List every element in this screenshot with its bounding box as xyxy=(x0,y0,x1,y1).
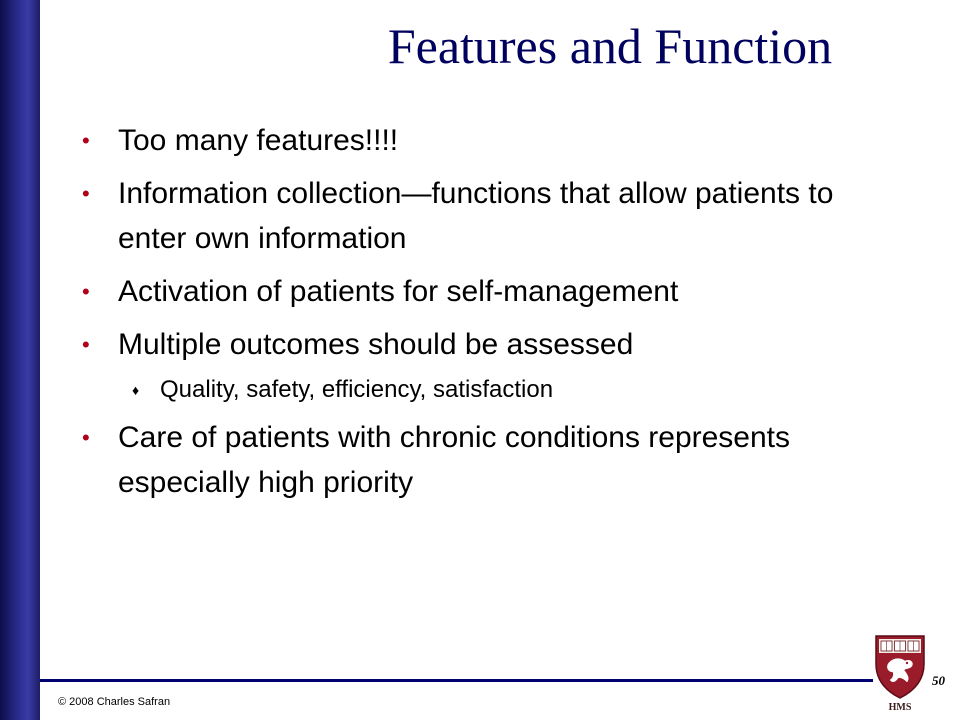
bullet-marker: • xyxy=(82,128,90,153)
page-number: 50 xyxy=(932,673,945,688)
sub-bullet-item xyxy=(82,373,882,407)
logo-label: HMS xyxy=(888,702,912,713)
bullet-item xyxy=(82,415,882,505)
sub-bullet-text: Quality, safety, efficiency, satisfaction xyxy=(160,376,554,403)
bullet-item xyxy=(82,171,882,261)
harvard-shield-icon xyxy=(874,634,926,714)
bullet-text: Too many features!!!! xyxy=(118,124,399,157)
bullet-item xyxy=(82,322,882,367)
bullet-list xyxy=(82,118,882,513)
bullet-item xyxy=(82,269,882,314)
bullet-text: Multiple outcomes should be assessed xyxy=(118,328,634,361)
bullet-marker: • xyxy=(82,332,90,357)
copyright-notice: © 2008 Charles Safran xyxy=(58,696,171,708)
bullet-text: Activation of patients for self-management xyxy=(118,275,679,308)
footer-divider xyxy=(40,679,873,682)
bullet-marker: • xyxy=(82,425,90,450)
bullet-text: Information collection—functions that allow patients to enter own information xyxy=(118,177,834,255)
bullet-marker: • xyxy=(82,279,90,304)
bullet-text: Care of patients with chronic conditions represents especially high priority xyxy=(118,421,791,499)
bullet-item xyxy=(82,118,882,163)
side-bar xyxy=(0,0,40,720)
bullet-marker: • xyxy=(82,181,90,206)
sub-bullet-marker: ♦ xyxy=(132,382,140,398)
slide-title: Features and Function xyxy=(387,18,833,74)
